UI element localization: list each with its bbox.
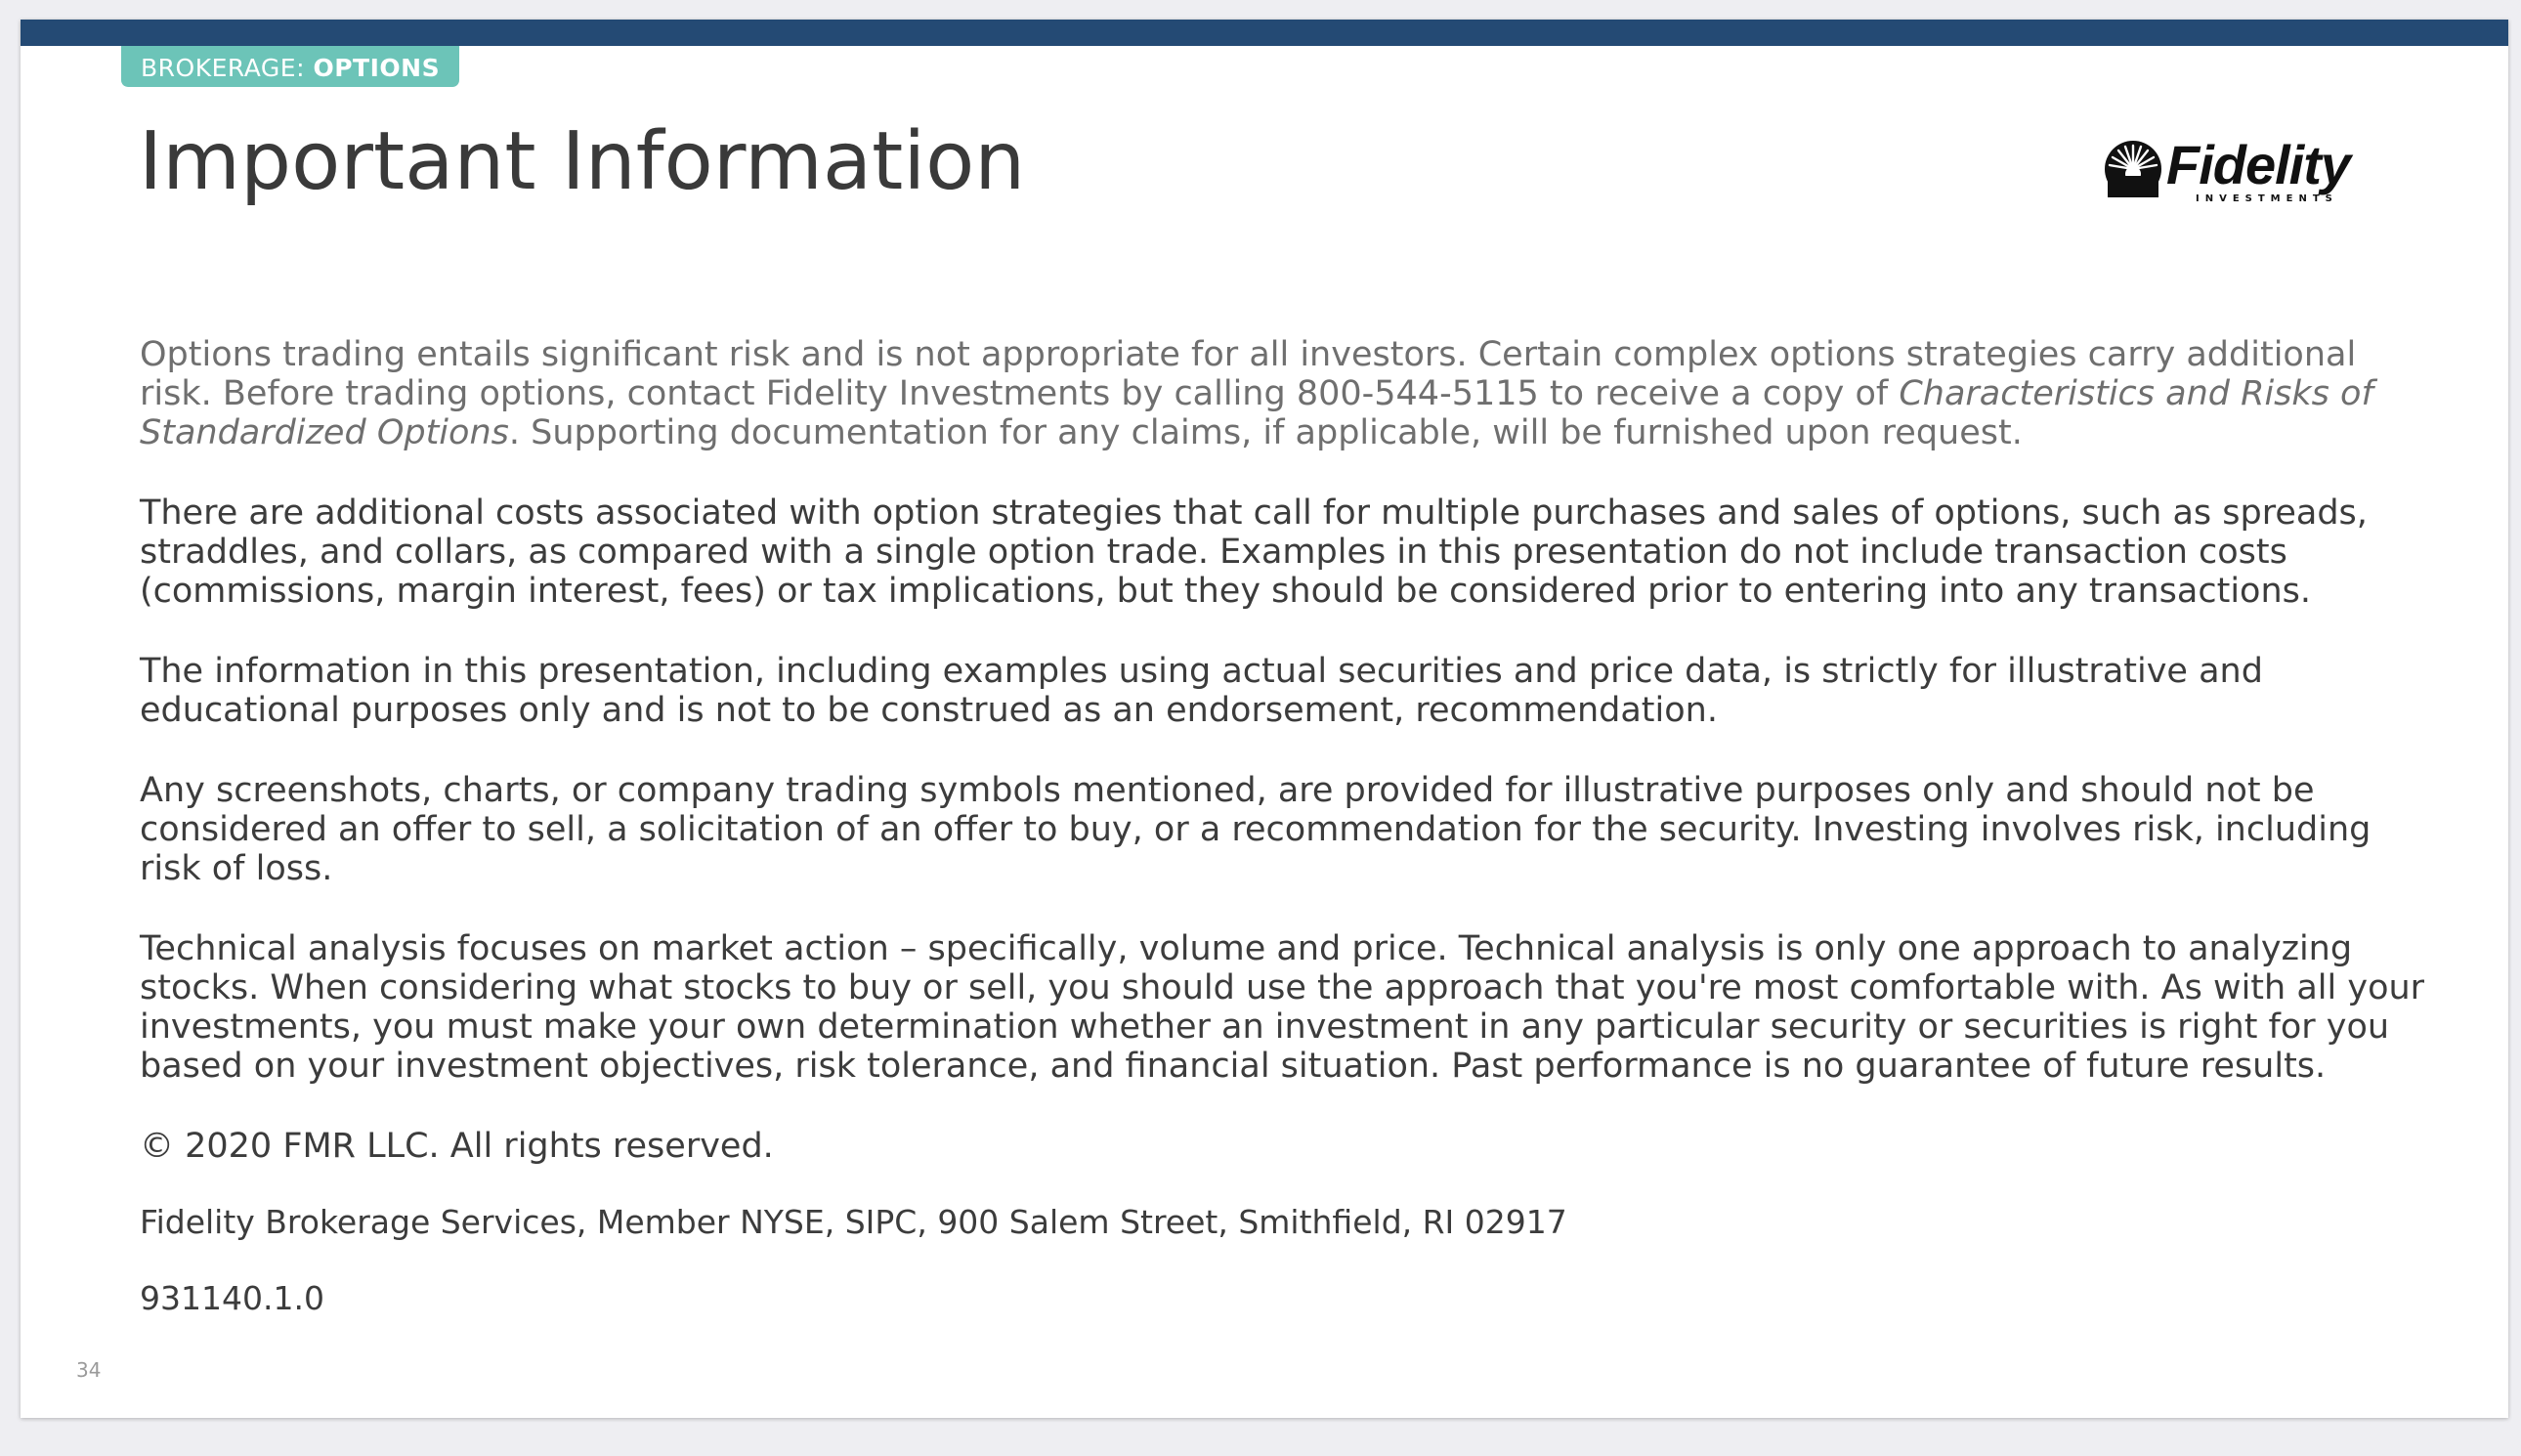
copyright-notice: © 2020 FMR LLC. All rights reserved.	[140, 1127, 774, 1166]
top-bar	[21, 20, 2508, 46]
document-number: 931140.1.0	[140, 1279, 324, 1317]
fidelity-logo	[2104, 133, 2397, 221]
section-tag	[121, 46, 459, 87]
slide	[21, 20, 2508, 1418]
additional-costs-paragraph: There are additional costs associated with option strategies that call for multiple purchases and sales of options, such as spreads, straddles, and collars, as compared with a single option trade. Examples in this presentation do not include transaction costs (commissions, margin interest, fees) or tax implications, but they should be considered prior to entering into any transactions.	[140, 493, 2368, 611]
options-risk-text: Options trading entails significant risk and is not appropriate for all investors. Certain complex options strategies carry additional risk. Before trading options, contact Fidelity Investments by calling 800-544-5115 to receive a copy of	[140, 335, 2357, 413]
broker-address: Fidelity Brokerage Services, Member NYSE, SIPC, 900 Salem Street, Smithfield, RI 02917	[140, 1203, 1567, 1241]
illustrative-purpose-paragraph: The information in this presentation, including examples using actual securities and price data, is strictly for illustrative and educational purposes only and is not to be construed as an endorsement, recommendation.	[140, 652, 2263, 730]
fidelity-starburst-icon	[2105, 141, 2161, 197]
logo-subtitle: INVESTMENTS	[2196, 193, 2338, 204]
page-number: 34	[76, 1358, 102, 1382]
disclosure-body	[140, 335, 2436, 1355]
fidelity-logo-graphic	[2104, 133, 2397, 221]
section-tag-prefix: BROKERAGE:	[141, 54, 306, 82]
page-title: Important Information	[139, 115, 1026, 208]
options-risk-text-end: . Supporting documentation for any claims, if applicable, will be furnished upon request.	[508, 413, 2023, 452]
screenshots-disclaimer-paragraph: Any screenshots, charts, or company trading symbols mentioned, are provided for illustrative purposes only and should not be considered an offer to sell, a solicitation of an offer to buy, or a recommendation for the security. Investing involves risk, including risk of loss.	[140, 771, 2371, 888]
document-title-reference: Characteristics and Risks of Standardized Options	[140, 374, 2373, 452]
logo-wordmark: Fidelity	[2166, 134, 2351, 195]
options-risk-paragraph	[140, 335, 2436, 452]
section-tag-label: OPTIONS	[313, 54, 441, 82]
technical-analysis-paragraph: Technical analysis focuses on market action – specifically, volume and price. Technical analysis is only one approach to analyzing stocks. When considering what stocks to buy or sell, you should use the approach that you're most comfortable with. As with all your investments, you must make your own determination whether an investment in any particular security or securities is right for you based on your investment objectives, risk tolerance, and financial situation. Past performance is no guarantee of future results.	[140, 929, 2425, 1086]
